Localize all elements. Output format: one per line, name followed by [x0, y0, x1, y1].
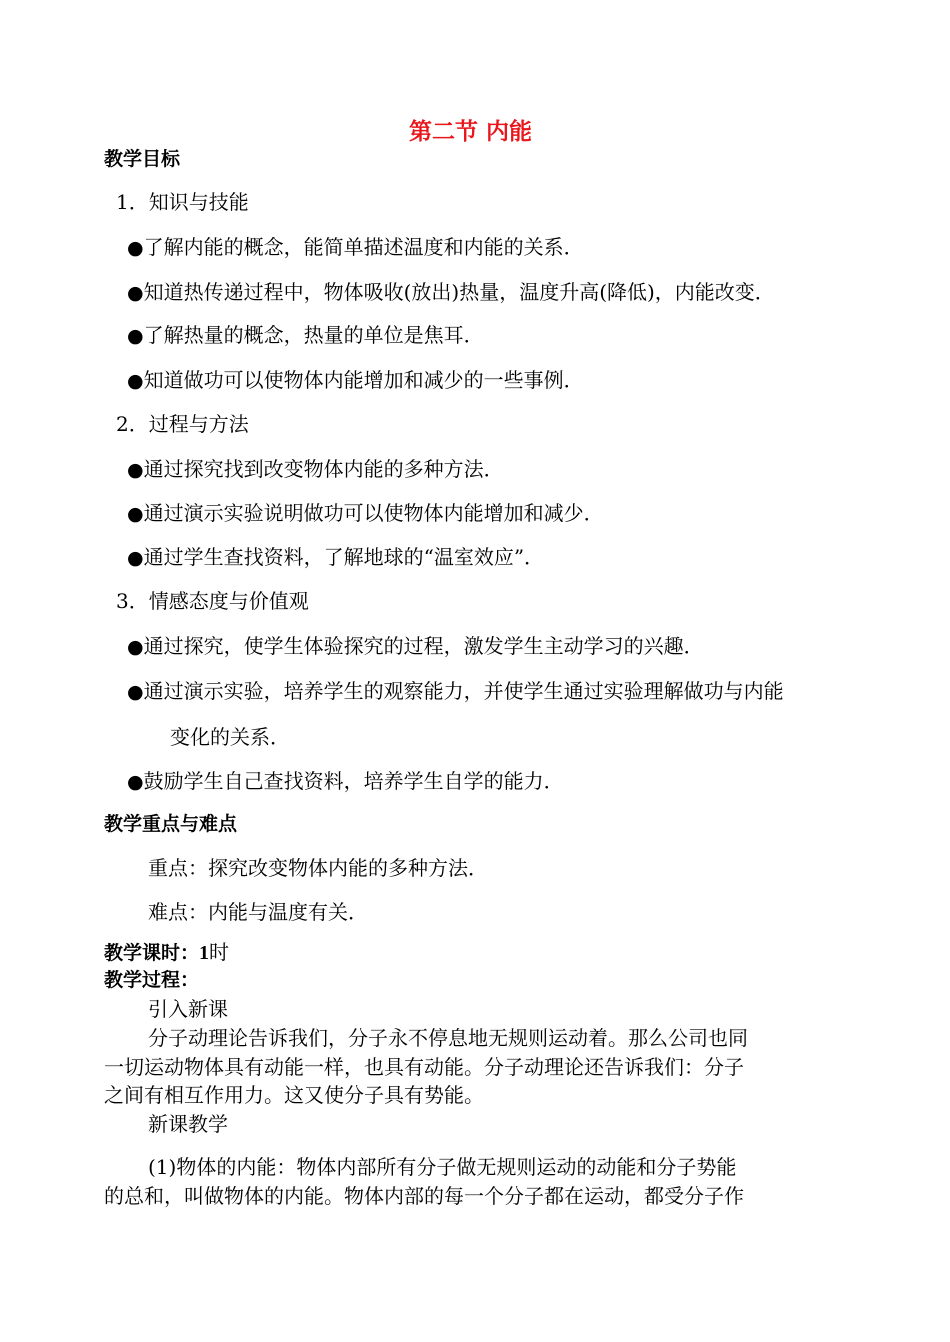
bullet-text: 鼓励学生自己查找资料，培养学生自学的能力．	[143, 769, 564, 793]
objectives-heading: 教学目标	[104, 148, 181, 170]
bullet-text: 通过学生查找资料，了解地球的“温室效应”．	[143, 545, 545, 569]
bullet-text: 知道做功可以使物体内能增加和减少的一些事例．	[143, 368, 584, 392]
list-item	[127, 547, 544, 568]
paragraph-line: 之间有相互作用力。这又使分子具有势能。	[104, 1083, 484, 1107]
key-points-heading: 教学重点与难点	[104, 813, 238, 835]
bullet-icon: ●	[127, 503, 144, 525]
section-label-attitude: 3．情感态度与价值观	[116, 589, 309, 613]
bullet-icon: ●	[127, 681, 144, 703]
bullet-icon: ●	[127, 325, 144, 347]
list-item	[127, 459, 504, 480]
bullet-icon: ●	[127, 771, 144, 793]
bullet-text: 了解热量的概念，热量的单位是焦耳．	[143, 323, 484, 347]
list-item	[127, 282, 775, 303]
bullet-icon: ●	[127, 370, 144, 392]
section-label-knowledge: 1．知识与技能	[116, 190, 249, 214]
paragraph-line: 分子动理论告诉我们，分子永不停息地无规则运动着。那么公司也同	[148, 1026, 748, 1050]
section-label-process: 2．过程与方法	[116, 412, 249, 436]
page-title: 第二节 内能	[409, 119, 533, 145]
list-item	[127, 325, 484, 346]
list-item	[127, 636, 704, 657]
bullet-text: 知道热传递过程中，物体吸收(放出)热量，温度升高(降低)，内能改变．	[143, 280, 775, 304]
process-heading: 教学过程：	[104, 969, 200, 991]
new-lesson-label: 新课教学	[148, 1112, 228, 1136]
list-item	[127, 681, 784, 702]
class-hours-unit: 时	[209, 940, 230, 964]
difficulty-point: 难点：内能与温度有关．	[148, 900, 368, 924]
bullet-icon: ●	[127, 237, 144, 259]
bullet-text: 通过探究，使学生体验探究的过程，激发学生主动学习的兴趣．	[143, 634, 704, 658]
list-item	[127, 370, 584, 391]
bullet-text: 通过探究找到改变物体内能的多种方法．	[143, 457, 504, 481]
class-hours-number: 1	[199, 942, 210, 964]
bullet-icon: ●	[127, 636, 144, 658]
bullet-text: 通过演示实验，培养学生的观察能力，并使学生通过实验理解做功与内能	[143, 679, 784, 703]
paragraph-line: 一切运动物体具有动能一样，也具有动能。分子动理论还告诉我们：分子	[104, 1055, 744, 1079]
bullet-icon: ●	[127, 459, 144, 481]
class-hours-label: 教学课时：	[104, 942, 200, 964]
paragraph-line: 的总和，叫做物体的内能。物体内部的每一个分子都在运动，都受分子作	[104, 1184, 744, 1208]
bullet-text: 通过演示实验说明做功可以使物体内能增加和减少．	[143, 501, 604, 525]
list-item	[127, 503, 604, 524]
bullet-icon: ●	[127, 282, 144, 304]
paragraph-line: (1)物体的内能：物体内部所有分子做无规则运动的动能和分子势能	[148, 1155, 737, 1179]
focus-point: 重点：探究改变物体内能的多种方法．	[148, 856, 488, 880]
bullet-icon: ●	[127, 547, 144, 569]
intro-label: 引入新课	[148, 997, 228, 1021]
bullet-text: 了解内能的概念，能简单描述温度和内能的关系．	[143, 235, 584, 259]
list-item	[127, 771, 564, 792]
class-hours	[104, 942, 229, 963]
list-item	[127, 237, 584, 258]
bullet-continuation: 变化的关系．	[170, 725, 290, 749]
